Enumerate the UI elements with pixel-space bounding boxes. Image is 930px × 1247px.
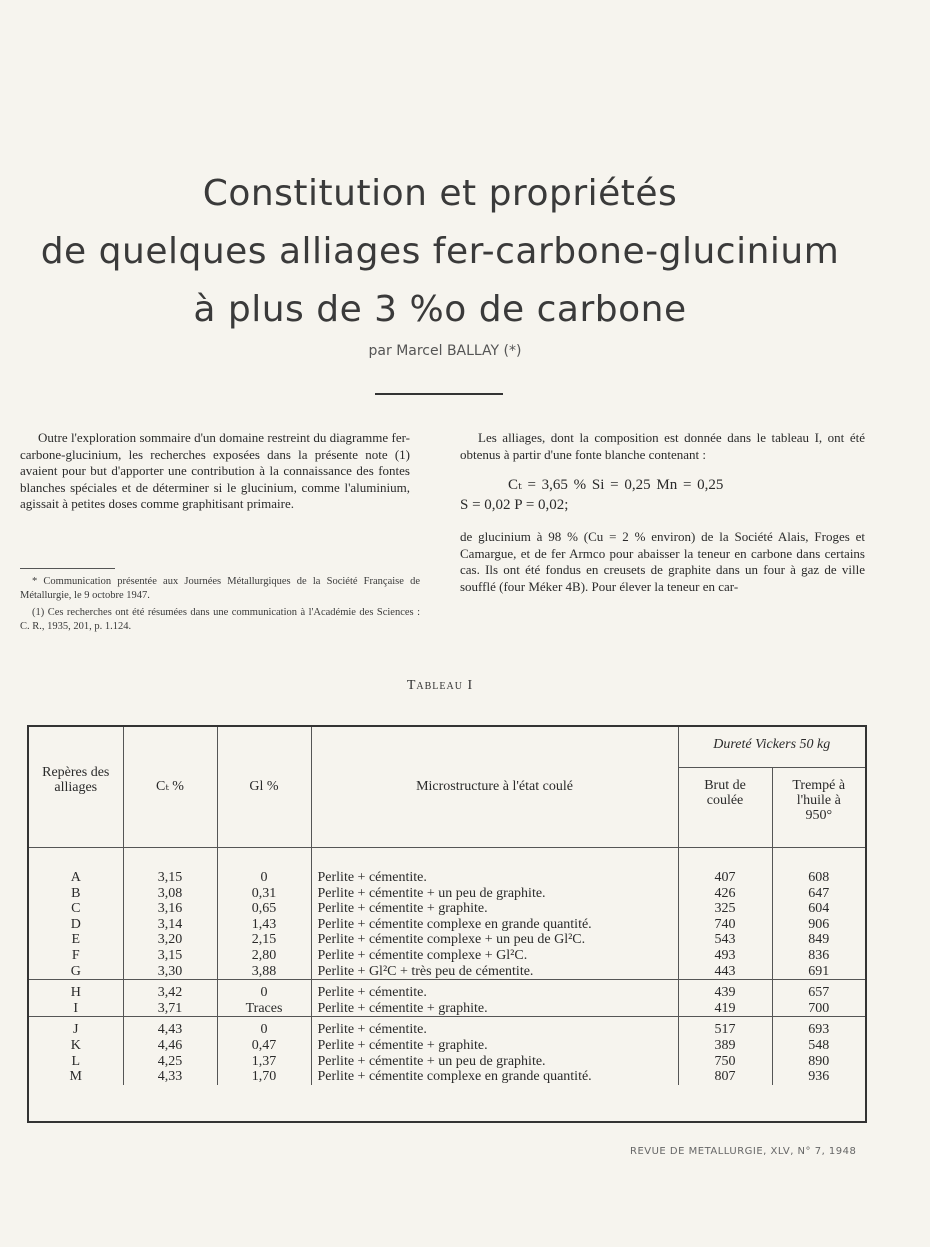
cell-repere: G (29, 964, 123, 980)
cell-gl: 3,88 (217, 964, 311, 980)
title-line-1: Constitution et propriétés (202, 173, 678, 214)
cell-repere: B (29, 886, 123, 902)
cell-trempe: 647 (808, 885, 830, 901)
cell-repere: L (29, 1054, 123, 1070)
title-rule (375, 393, 503, 395)
cell-trempe: 604 (808, 901, 830, 917)
cell-ct: 3,14 (123, 917, 217, 933)
cell-repere: E (29, 932, 123, 948)
cell-microstructure: Perlite + cémentite + un peu de graphite. (311, 1054, 678, 1070)
cell-microstructure: Perlite + cémentite + un peu de graphite. (311, 886, 678, 902)
header-ct: Cₜ % (123, 727, 217, 848)
header-brut: Brut de coulée (678, 768, 772, 848)
composition-formula (460, 475, 865, 515)
cell-microstructure: Perlite + Gl²C + très peu de cémentite. (311, 964, 678, 980)
table-row (29, 964, 865, 980)
cell-gl: 0,31 (217, 886, 311, 902)
byline: par Marcel BALLAY (*) (368, 343, 522, 359)
composition-paragraph: Les alliages, dont la composition est donnée dans le tableau I, ont été obtenus à partir d'une fonte blanche contenant : (460, 430, 865, 462)
table-row (29, 1069, 865, 1085)
cell-trempe: 608 (808, 870, 830, 885)
cell-gl: 0,65 (217, 901, 311, 917)
table-row (29, 917, 865, 933)
article-title (0, 165, 880, 339)
cell-brut: 439 (678, 980, 772, 1001)
cell-trempe: 936 (808, 1069, 830, 1085)
table-row (29, 848, 865, 886)
cell-brut: 426 (678, 886, 772, 902)
cell-ct: 4,33 (123, 1069, 217, 1085)
cell-ct: 3,08 (123, 886, 217, 902)
cell-microstructure: Perlite + cémentite + graphite. (311, 1001, 678, 1017)
cell-gl: 0 (217, 848, 311, 886)
cell-trempe: 906 (808, 916, 830, 932)
cell-repere: H (29, 980, 123, 1001)
cell-brut: 750 (678, 1054, 772, 1070)
cell-trempe: 657 (772, 980, 865, 1001)
table-caption: Tableau I (406, 678, 474, 693)
footnote-separator (20, 568, 115, 569)
title-line-2: de quelques alliages fer-carbone-glucinium (40, 231, 840, 272)
cell-trempe: 691 (808, 963, 830, 979)
cell-microstructure: Perlite + cémentite + graphite. (311, 1038, 678, 1054)
table-row (29, 932, 865, 948)
cell-gl: 1,43 (217, 917, 311, 933)
cell-gl: 0 (217, 1017, 311, 1038)
cell-ct: 4,43 (123, 1017, 217, 1038)
header-gl: Gl % (217, 727, 311, 848)
cell-microstructure: Perlite + cémentite + graphite. (311, 901, 678, 917)
table-frame (27, 725, 867, 1123)
table-row (29, 1001, 865, 1017)
table-row (29, 1038, 865, 1054)
cell-ct: 4,46 (123, 1038, 217, 1054)
journal-footer: REVUE DE METALLURGIE, XLV, N° 7, 1948 (630, 1146, 857, 1157)
table-row (29, 948, 865, 964)
cell-trempe: 849 (808, 932, 830, 948)
footnotes (20, 568, 420, 637)
left-column (20, 430, 410, 513)
formula-line-1: Cₜ = 3,65 % Si = 0,25 Mn = 0,25 (508, 477, 724, 493)
table-row (29, 886, 865, 902)
cell-brut: 389 (678, 1038, 772, 1054)
cell-microstructure: Perlite + cémentite complexe en grande quantité. (311, 917, 678, 933)
cell-brut: 543 (678, 932, 772, 948)
cell-trempe: 890 (808, 1053, 830, 1069)
cell-brut: 493 (678, 948, 772, 964)
table-row (29, 1017, 865, 1038)
cell-gl: 2,80 (217, 948, 311, 964)
method-paragraph: de glucinium à 98 % (Cu = 2 % environ) de la Société Alais, Froges et Camargue, et de fer Armco pour abaisser la teneur en carbone dans certains cas. Ils ont été fondus en creusets de graphite dans un four à gaz de ville soufflé (four Méker 4B). Pour élever la teneur en car- (460, 529, 865, 594)
cell-brut: 407 (678, 848, 772, 886)
cell-repere: D (29, 917, 123, 933)
cell-gl: 0 (217, 980, 311, 1001)
header-microstructure: Microstructure à l'état coulé (311, 727, 678, 848)
cell-brut: 325 (678, 901, 772, 917)
cell-gl: 2,15 (217, 932, 311, 948)
cell-microstructure: Perlite + cémentite complexe + un peu de Gl²C. (311, 932, 678, 948)
cell-ct: 3,71 (123, 1001, 217, 1017)
cell-repere: M (29, 1069, 123, 1085)
cell-microstructure: Perlite + cémentite. (311, 1017, 678, 1038)
cell-ct: 3,16 (123, 901, 217, 917)
cell-trempe: 693 (772, 1017, 865, 1038)
cell-ct: 3,15 (123, 848, 217, 886)
cell-gl: 1,37 (217, 1054, 311, 1070)
cell-ct: 3,30 (123, 964, 217, 980)
footnote-1: * Communication présentée aux Journées Métallurgiques de la Société Française de Métallurgie, le 9 octobre 1947. (20, 576, 420, 601)
cell-brut: 740 (678, 917, 772, 933)
cell-trempe: 700 (808, 1000, 830, 1016)
cell-microstructure: Perlite + cémentite complexe + Gl²C. (311, 948, 678, 964)
cell-repere: C (29, 901, 123, 917)
cell-repere: J (29, 1017, 123, 1038)
cell-repere: F (29, 948, 123, 964)
header-reperes: Repères des alliages (29, 727, 123, 848)
cell-ct: 3,42 (123, 980, 217, 1001)
intro-paragraph: Outre l'exploration sommaire d'un domaine restreint du diagramme fer-carbone-glucinium, les recherches exposées dans la présente note (1) avaient pour but d'apporter une contribution à la connaissance des fontes blanches spéciales et de déterminer si le glucinium, comme l'aluminium, agissait à petites doses comme graphitisant primaire. (20, 430, 410, 511)
table-body (29, 848, 865, 1085)
cell-brut: 419 (678, 1001, 772, 1017)
cell-brut: 517 (678, 1017, 772, 1038)
cell-trempe: 548 (808, 1037, 830, 1053)
cell-trempe: 836 (808, 947, 830, 963)
right-column (460, 430, 865, 595)
cell-repere: I (29, 1001, 123, 1017)
header-durete: Dureté Vickers 50 kg (678, 727, 865, 768)
cell-repere: A (29, 848, 123, 886)
cell-repere: K (29, 1038, 123, 1054)
footnote-2: (1) Ces recherches ont été résumées dans une communication à l'Académie des Sciences : C. R., 1935, 201, p. 1.124. (20, 607, 420, 632)
cell-ct: 4,25 (123, 1054, 217, 1070)
cell-gl: 1,70 (217, 1069, 311, 1085)
table-row (29, 1054, 865, 1070)
cell-microstructure: Perlite + cémentite. (311, 848, 678, 886)
cell-gl: Traces (217, 1001, 311, 1017)
cell-ct: 3,15 (123, 948, 217, 964)
table-row (29, 980, 865, 1001)
cell-ct: 3,20 (123, 932, 217, 948)
cell-brut: 443 (678, 964, 772, 980)
cell-brut: 807 (678, 1069, 772, 1085)
title-line-3: à plus de 3 %o de carbone (193, 289, 687, 330)
table-row (29, 901, 865, 917)
cell-microstructure: Perlite + cémentite. (311, 980, 678, 1001)
data-table (29, 727, 865, 1085)
cell-gl: 0,47 (217, 1038, 311, 1054)
cell-microstructure: Perlite + cémentite complexe en grande quantité. (311, 1069, 678, 1085)
formula-line-2: S = 0,02 P = 0,02; (460, 497, 569, 513)
header-trempe: Trempé à l'huile à 950° (772, 768, 865, 848)
